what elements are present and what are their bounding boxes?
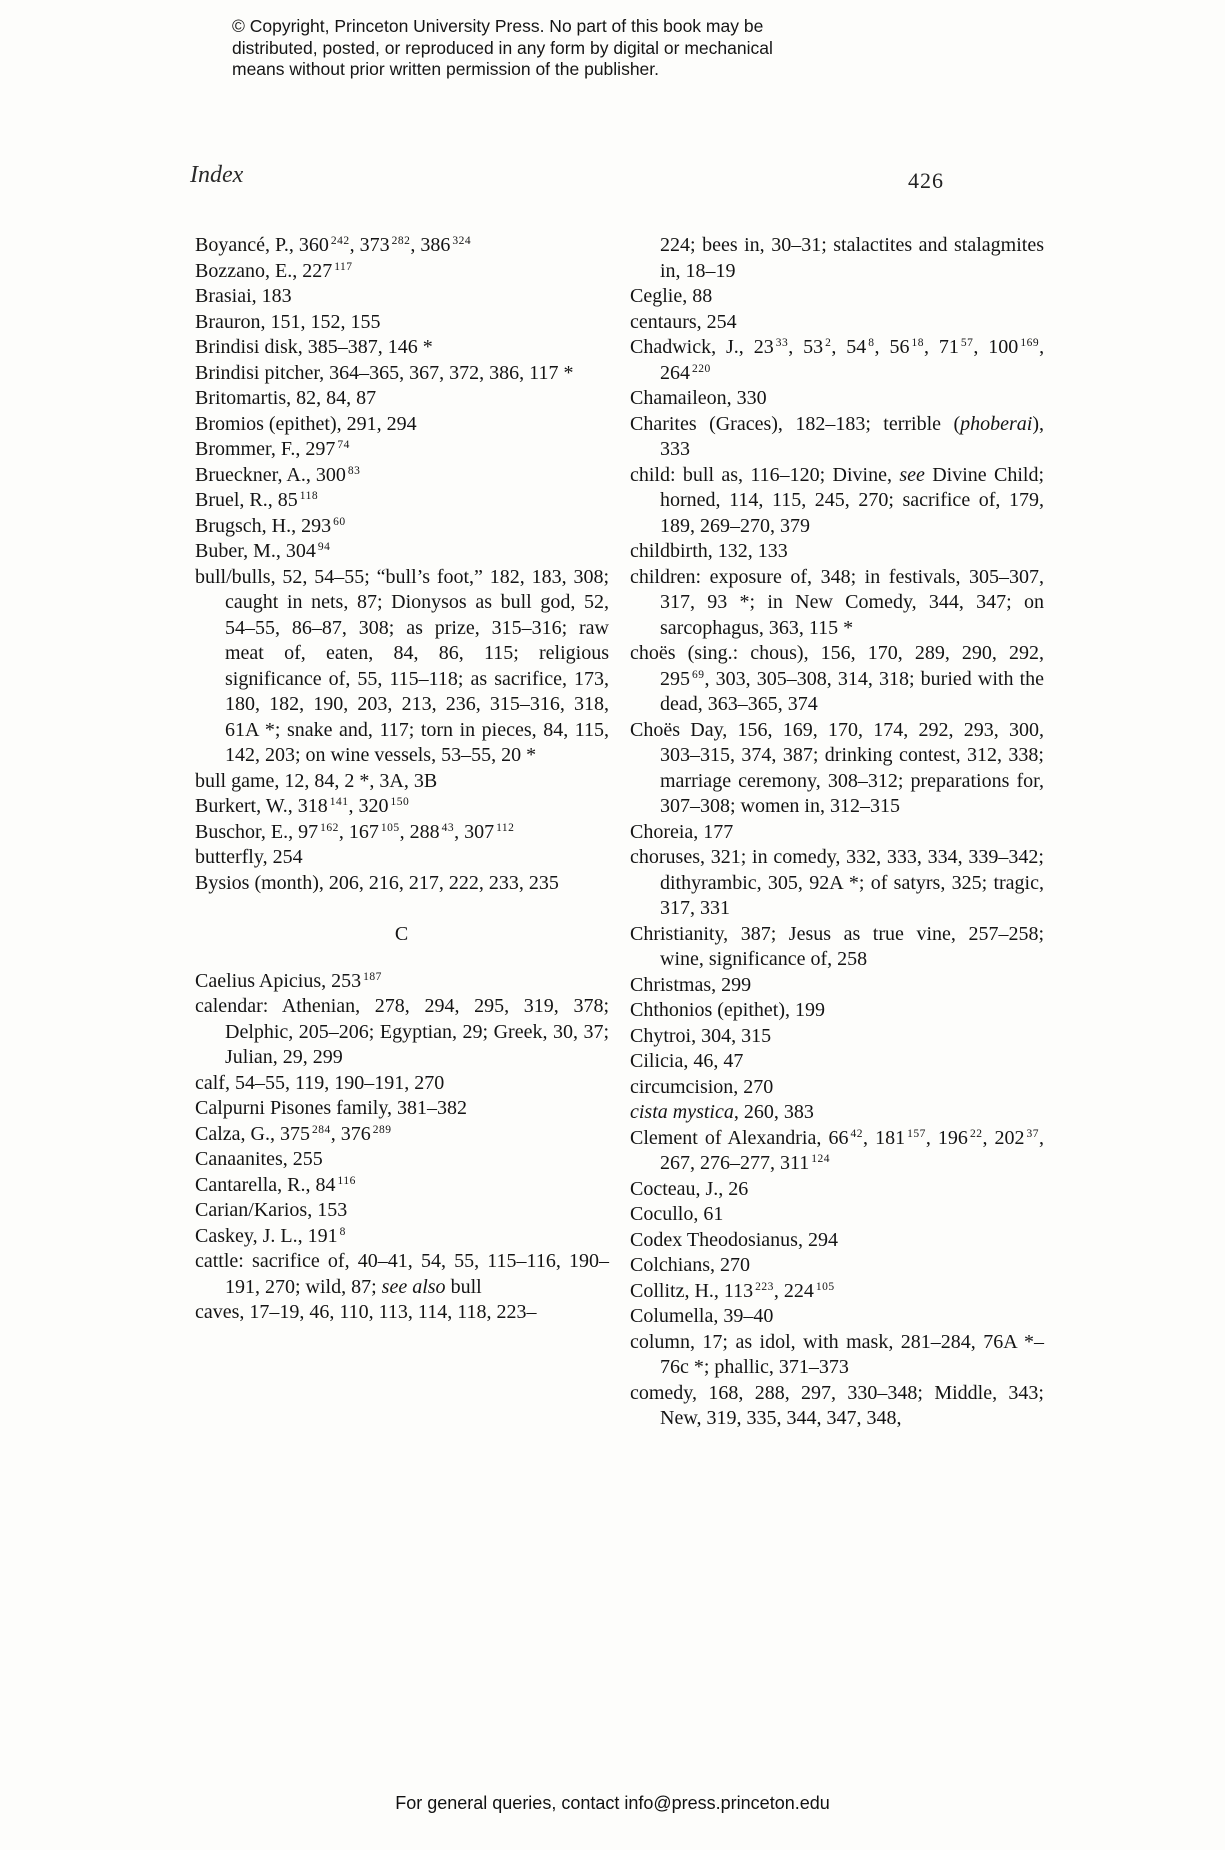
index-entry: Chamaileon, 330 [630, 387, 767, 409]
index-entry: Christianity, 387; Jesus as true vine, 257–258; wine, significance of, 258 [630, 922, 1044, 970]
index-entry: Bruel, R., 85 $^{118}$ [195, 489, 319, 511]
index-entry: Bysios (month), 206, 216, 217, 222, 233, 235 [195, 871, 559, 894]
index-entry: calf, 54–55, 119, 190–191, 270 [195, 1071, 445, 1094]
index-entry: centaurs, 254 [630, 310, 737, 333]
page-number: 426 [908, 168, 944, 193]
index-entry: Chthonios (epithet), 199 [630, 999, 825, 1021]
index-entry: cattle: sacrifice of, 40–41, 54, 55, 115–116, 190–191, 270; wild, 87; see also bull [195, 1250, 609, 1298]
index-entry: Britomartis, 82, 84, 87 [195, 387, 377, 409]
index-entry: Choës Day, 156, 169, 170, 174, 292, 293, 300, 303–315, 374, 387; drinking contest, 312, 338; marriage ceremony, 308–312; preparations for, 307–308; women in, 312–315 [630, 718, 1044, 817]
index-entry: Brugsch, H., 293 $^{60}$ [195, 514, 346, 537]
section-heading-c: C [394, 923, 410, 945]
index-entry: circumcision, 270 [630, 1075, 774, 1098]
index-entry: Burkert, W., 318 $^{141}$, 320 $^{150}$ [195, 795, 410, 817]
index-entry: bull/bulls, 52, 54–55; “bull’s foot,” 182, 183, 308; caught in nets, 87; Dionysos as bull god, 52, 54–55, 86–87, 308; as prize, 315–316; raw meat of, eaten, 84, 86, 115; religious significance of, 55, 115–118; as sacrifice, 173, 180, 182, 190, 203, 213, 236, 315–316, 318, 61A *; snake and, 117; torn in pieces, 84, 115, 142, 203; on wine vessels, 53–55, 20 * [195, 565, 609, 766]
index-entry: cista mystica, 260, 383 [630, 1101, 814, 1123]
index-entry: Codex Theodosianus, 294 [630, 1228, 838, 1251]
index-column-left [195, 233, 609, 1326]
index-entry: calendar: Athenian, 278, 294, 295, 319, 378; Delphic, 205–206; Egyptian, 29; Greek, 30, 37; Julian, 29, 299 [195, 995, 609, 1068]
page-title: Index [190, 162, 244, 188]
copyright-notice [232, 16, 852, 81]
index-entry: Chadwick, J., 23 $^{33}$, 53 $^2$, 54 $^8$, 56 $^{18}$, 71 $^{57}$, 100 $^{169}$, 264 $^{220}$ [630, 336, 1045, 384]
index-entry: comedy, 168, 288, 297, 330–348; Middle, 343; New, 319, 335, 344, 347, 348, [630, 1381, 1044, 1429]
index-entry: Canaanites, 255 [195, 1148, 323, 1170]
index-entry: Brommer, F., 297 $^{74}$ [195, 438, 350, 460]
index-entry: Cocullo, 61 [630, 1203, 724, 1225]
index-entry: Columella, 39–40 [630, 1305, 774, 1327]
copyright-line: means without prior written permission of the publisher. [232, 59, 660, 79]
footer-contact: For general queries, contact info@press.princeton.edu [395, 1793, 830, 1813]
index-entry: Calpurni Pisones family, 381–382 [195, 1097, 468, 1119]
index-entry: Brauron, 151, 152, 155 [195, 310, 381, 333]
index-entry: Charites (Graces), 182–183; terrible (phoberai), 333 [630, 412, 1044, 460]
index-entry: Brindisi pitcher, 364–365, 367, 372, 386, 117 * [195, 361, 574, 384]
index-entry: Cilicia, 46, 47 [630, 1050, 744, 1072]
index-entry: Chytroi, 304, 315 [630, 1024, 772, 1047]
index-entry: Brasiai, 183 [195, 285, 292, 307]
index-entry: Caelius Apicius, 253 $^{187}$ [195, 969, 382, 992]
index-entry: Clement of Alexandria, 66 $^{42}$, 181 $^{157}$, 196 $^{22}$, 202 $^{37}$, 267, 276–277, 311 $^{124}$ [630, 1126, 1045, 1174]
index-entry: Colchians, 270 [630, 1254, 750, 1276]
index-entry: column, 17; as idol, with mask, 281–284, 76A *–76c *; phallic, 371–373 [630, 1330, 1044, 1378]
index-column-right [630, 233, 1044, 1432]
index-entry: Boyancé, P., 360 $^{242}$, 373 $^{282}$, 386 $^{324}$ [195, 234, 472, 256]
copyright-line: distributed, posted, or reproduced in any form by digital or mechanical [232, 37, 773, 58]
index-entry: Buschor, E., 97 $^{162}$, 167 $^{105}$, 288 $^{43}$, 307 $^{112}$ [195, 820, 515, 843]
index-entry: Calza, G., 375 $^{284}$, 376 $^{289}$ [195, 1122, 392, 1145]
index-entry: Christmas, 299 [630, 973, 752, 996]
index-entry: child: bull as, 116–120; Divine, see Divine Child; horned, 114, 115, 245, 270; sacrifice of, 179, 189, 269–270, 379 [630, 463, 1044, 537]
index-entry: Bromios (epithet), 291, 294 [195, 412, 417, 435]
index-entry: Brindisi disk, 385–387, 146 * [195, 336, 433, 358]
index-entry: Collitz, H., 113 $^{223}$, 224 $^{105}$ [630, 1279, 835, 1302]
index-entry: Caskey, J. L., 191 $^8$ [195, 1224, 346, 1247]
index-entry-continuation: 224; bees in, 30–31; stalactites and stalagmites in, 18–19 [660, 234, 1044, 282]
index-entry: bull game, 12, 84, 2 *, 3A, 3B [195, 769, 438, 792]
index-entry: Ceglie, 88 [630, 285, 713, 307]
index-entry: childbirth, 132, 133 [630, 540, 788, 562]
index-entry: Cocteau, J., 26 [630, 1177, 749, 1200]
index-entry: choës (sing.: chous), 156, 170, 289, 290, 292, 295 $^{69}$, 303, 305–308, 314, 318; buried with the dead, 363–365, 374 [630, 642, 1044, 715]
index-entry: Brueckner, A., 300 $^{83}$ [195, 463, 361, 486]
index-entry: children: exposure of, 348; in festivals, 305–307, 317, 93 *; in New Comedy, 344, 347; on sarcophagus, 363, 115 * [630, 565, 1044, 639]
copyright-line: © Copyright, Princeton University Press. No part of this book may be [232, 16, 764, 36]
index-entry: Choreia, 177 [630, 820, 734, 843]
index-entry: butterfly, 254 [195, 846, 303, 868]
index-entry: Bozzano, E., 227 $^{117}$ [195, 259, 353, 282]
index-entry: Cantarella, R., 84 $^{116}$ [195, 1173, 356, 1196]
index-entry: Carian/Karios, 153 [195, 1199, 348, 1221]
index-entry: caves, 17–19, 46, 110, 113, 114, 118, 223– [195, 1301, 537, 1323]
index-entry: Buber, M., 304 $^{94}$ [195, 540, 331, 562]
index-entry: choruses, 321; in comedy, 332, 333, 334, 339–342; dithyrambic, 305, 92A *; of satyrs, 325; tragic, 317, 331 [630, 846, 1044, 919]
